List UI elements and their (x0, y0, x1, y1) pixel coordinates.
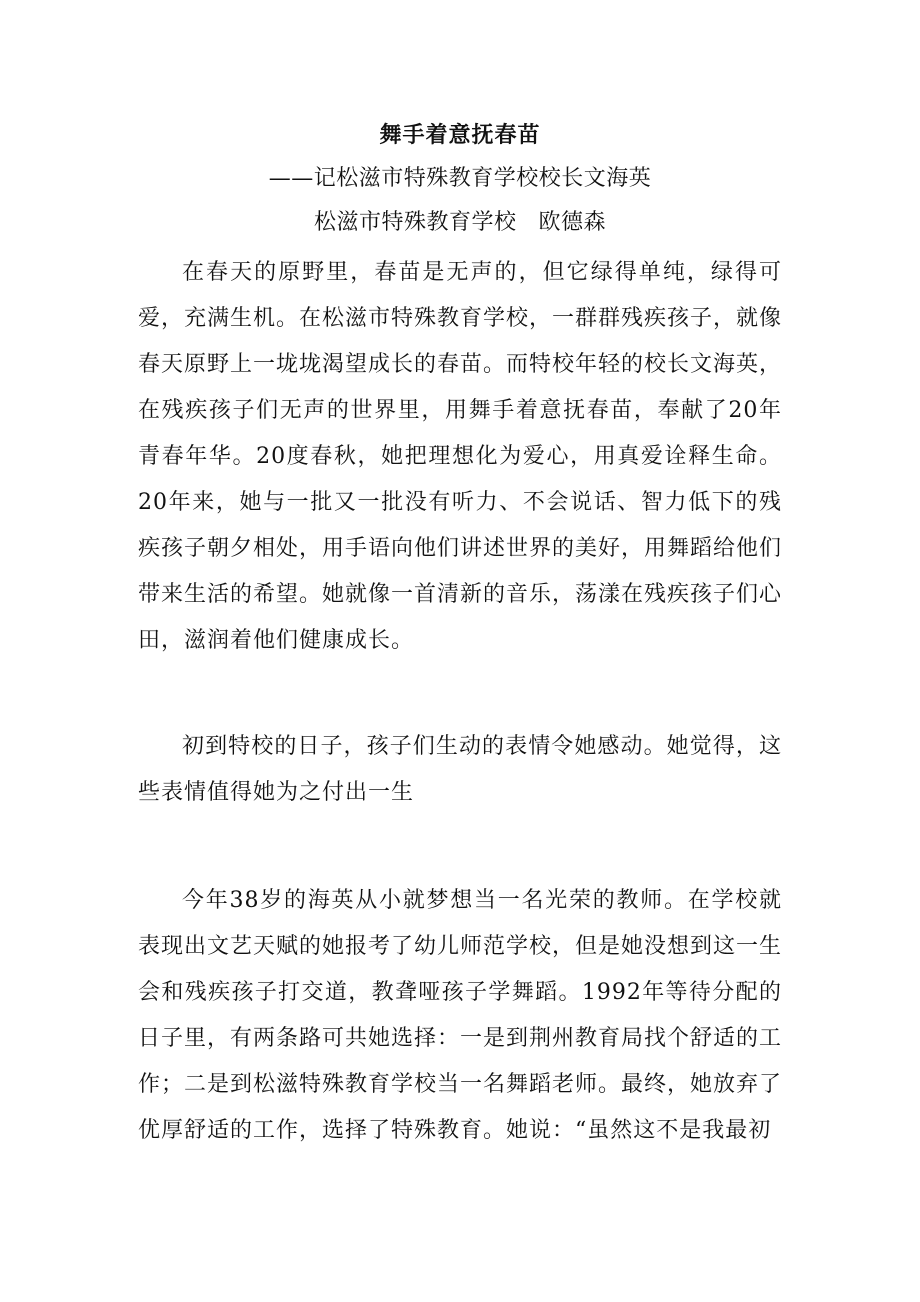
article-byline (138, 206, 782, 240)
paragraph-intro: 在春天的原野里，春苗是无声的，但它绿得单纯，绿得可爱，充满生机。在松滋市特殊教育学校，一群群残疾孩子，就像春天原野上一垅垅渴望成长的春苗。而特校年轻的校长文海英，在残疾孩子们无声的世界里，用舞手着意抚春苗，奉献了20年青春年华。20度春秋，她把理想化为爱心，用真爱诠释生命。20年来，她与一批又一批没有听力、不会说话、智力低下的残疾孩子朝夕相处，用手语向他们讲述世界的美好，用舞蹈给他们带来生活的希望。她就像一首清新的音乐，荡漾在残疾孩子们心田，滋润着他们健康成长。 (138, 260, 783, 653)
byline-author: 欧德森 (538, 210, 607, 235)
byline-school: 松滋市特殊教育学校 (313, 210, 517, 235)
article-title: 舞手着意抚春苗 (379, 122, 541, 148)
article-subtitle: ——记松滋市特殊教育学校校长文海英 (268, 166, 652, 191)
paragraph-spacer (138, 664, 782, 724)
paragraph-heading-first-days: 初到特校的日子，孩子们生动的表情令她感动。她觉得，这些表情值得她为之付出一生 (138, 734, 782, 805)
paragraph-background: 今年38岁的海英从小就梦想当一名光荣的教师。在学校就表现出文艺天赋的她报考了幼儿师范学校，但是她没想到这一生会和残疾孩子打交道，教聋哑孩子学舞蹈。1992年等待分配的日子里，有两条路可共她选择：一是到荆州教育局找个舒适的工作；二是到松滋特殊教育学校当一名舞蹈老师。最终，她放弃了优厚舒适的工作，选择了特殊教育。她说：“虽然这不是我最初 (138, 888, 783, 1143)
paragraph-spacer (138, 816, 782, 878)
